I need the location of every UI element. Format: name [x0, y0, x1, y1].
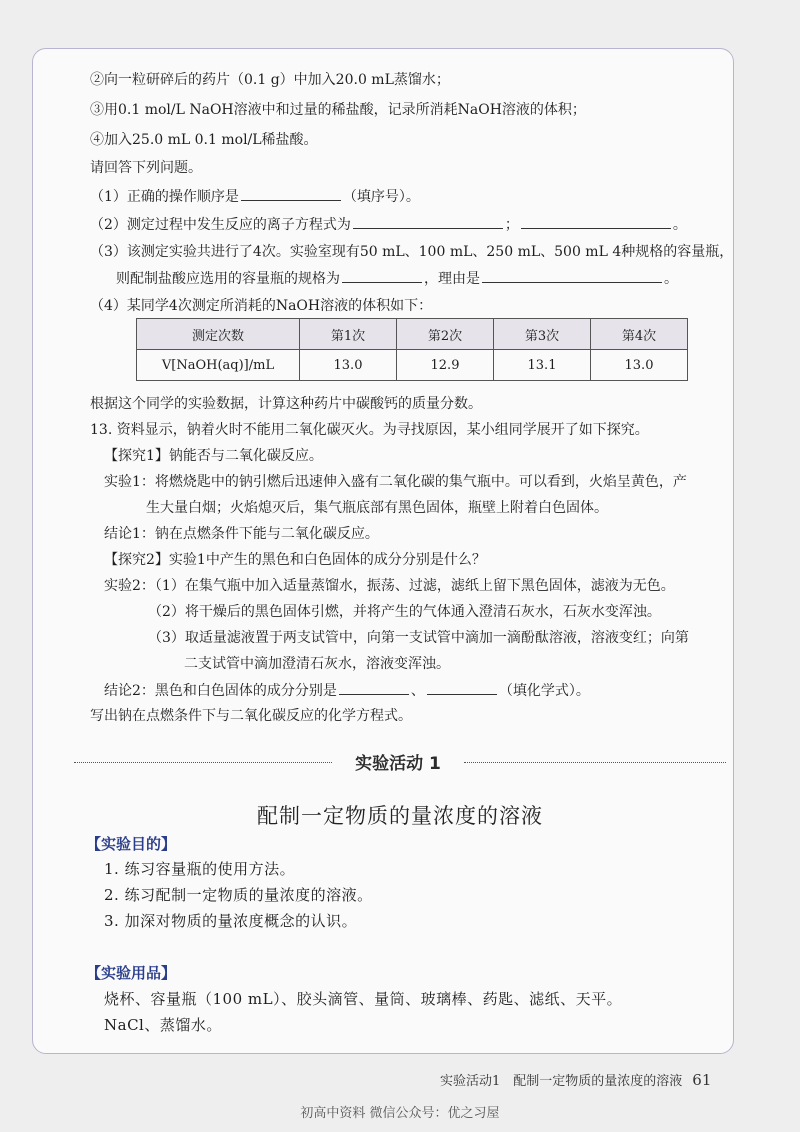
table-cell: 13.0 [591, 350, 688, 381]
page-number: 61 [692, 1071, 712, 1089]
divider-left [74, 762, 332, 763]
question-2 [90, 214, 687, 235]
experiment-1-line-1: 实验1：将燃烧匙中的钠引燃后迅速伸入盛有二氧化碳的集气瓶中。可以看到，火焰呈黄色，产 [104, 474, 687, 490]
experiment-2-step-3: （3）取适量滤液置于两支试管中，向第一支试管中滴加一滴酚酞溶液，溶液变红；向第 [148, 630, 689, 646]
purpose-item: 2. 练习配制一定物质的量浓度的溶液。 [104, 886, 373, 904]
divider-right [464, 762, 726, 763]
page-footer [440, 1070, 711, 1089]
table-cell: 13.1 [494, 350, 591, 381]
purpose-item: 3. 加深对物质的量浓度概念的认识。 [104, 912, 358, 930]
answer-blank [241, 186, 341, 201]
supplies-heading: 【实验用品】 [86, 964, 177, 982]
step-2: ②向一粒研碎后的药片（0.1 g）中加入20.0 mL蒸馏水； [90, 72, 450, 88]
question-3-text: 则配制盐酸应选用的容量瓶的规格为 [116, 271, 340, 287]
table-row [137, 350, 688, 381]
question-1-text: （1）正确的操作顺序是 [90, 189, 239, 205]
calc-prompt: 根据这个同学的实验数据，计算这种药片中碳酸钙的质量分数。 [90, 396, 482, 412]
question-1 [90, 186, 420, 207]
table-header-cell: 测定次数 [137, 319, 300, 350]
running-title: 实验活动1 配制一定物质的量浓度的溶液 [440, 1074, 683, 1089]
answer-blank [521, 214, 671, 229]
explore-1: 【探究1】钠能否与二氧化碳反应。 [104, 448, 323, 464]
purpose-item: 1. 练习容量瓶的使用方法。 [104, 860, 296, 878]
experiment-1-line-2: 生大量白烟；火焰熄灭后，集气瓶底部有黑色固体，瓶壁上附着白色固体。 [146, 500, 608, 516]
answer-blank [427, 680, 497, 695]
question-2-end: 。 [672, 217, 687, 233]
experiment-2-step-2: （2）将干燥后的黑色固体引燃，并将产生的气体通入澄清石灰水，石灰水变浑浊。 [148, 604, 661, 620]
experiment-2-step-1: 实验2：（1）在集气瓶中加入适量蒸馏水，振荡、过滤，滤纸上留下黑色固体，滤液为无色。 [104, 578, 675, 594]
question-2-sep: ； [504, 217, 519, 233]
table-header-cell: 第1次 [300, 319, 397, 350]
conclusion-2-sep: 、 [410, 683, 425, 699]
write-equation: 写出钠在点燃条件下与二氧化碳反应的化学方程式。 [90, 708, 412, 724]
answer-blank [339, 680, 409, 695]
supplies-line: 烧杯、容量瓶（100 mL）、胶头滴管、量筒、玻璃棒、药匙、滤纸、天平。 [104, 990, 623, 1008]
explore-2: 【探究2】实验1中产生的黑色和白色固体的成分分别是什么？ [104, 552, 486, 568]
table-cell: 12.9 [397, 350, 494, 381]
question-3-reason: ，理由是 [424, 271, 480, 287]
answer-blank [353, 214, 503, 229]
table-cell: V[NaOH(aq)]/mL [137, 350, 300, 381]
conclusion-1: 结论1：钠在点燃条件下能与二氧化碳反应。 [104, 526, 379, 542]
titration-table [136, 318, 688, 381]
activity-label: 实验活动 1 [355, 754, 441, 774]
conclusion-2-text: 结论2：黑色和白色固体的成分分别是 [104, 683, 337, 699]
question-2-text: （2）测定过程中发生反应的离子方程式为 [90, 217, 351, 233]
purpose-heading: 【实验目的】 [86, 835, 177, 853]
question-4: （4）某同学4次测定所消耗的NaOH溶液的体积如下： [90, 298, 433, 314]
conclusion-2-end: （填化学式）。 [498, 683, 590, 699]
answer-blank [342, 268, 422, 283]
table-header-row [137, 319, 688, 350]
question-1-suffix: （填序号）。 [342, 189, 420, 205]
watermark-text: 初高中资料 微信公众号：优之习屋 [300, 1106, 500, 1121]
answer-prompt: 请回答下列问题。 [90, 160, 202, 176]
table-header-cell: 第4次 [591, 319, 688, 350]
problem-13: 13. 资料显示，钠着火时不能用二氧化碳灭火。为寻找原因，某小组同学展开了如下探究。 [90, 422, 649, 438]
table-header-cell: 第3次 [494, 319, 591, 350]
experiment-2-step-3-cont: 二支试管中滴加澄清石灰水，溶液变浑浊。 [184, 656, 450, 672]
question-3-end: 。 [664, 271, 678, 287]
activity-title: 配制一定物质的量浓度的溶液 [257, 804, 543, 828]
table-header-cell: 第2次 [397, 319, 494, 350]
supplies-line: NaCl、蒸馏水。 [104, 1016, 222, 1034]
answer-blank [482, 268, 662, 283]
table-cell: 13.0 [300, 350, 397, 381]
conclusion-2 [104, 680, 590, 701]
step-4: ④加入25.0 mL 0.1 mol/L稀盐酸。 [90, 132, 318, 148]
question-3-line-1: （3）该测定实验共进行了4次。实验室现有50 mL、100 mL、250 mL、500 mL 4种规格的容量瓶， [90, 244, 734, 260]
question-3-line-2 [116, 268, 678, 289]
step-3: ③用0.1 mol/L NaOH溶液中和过量的稀盐酸，记录所消耗NaOH溶液的体积； [90, 102, 586, 118]
